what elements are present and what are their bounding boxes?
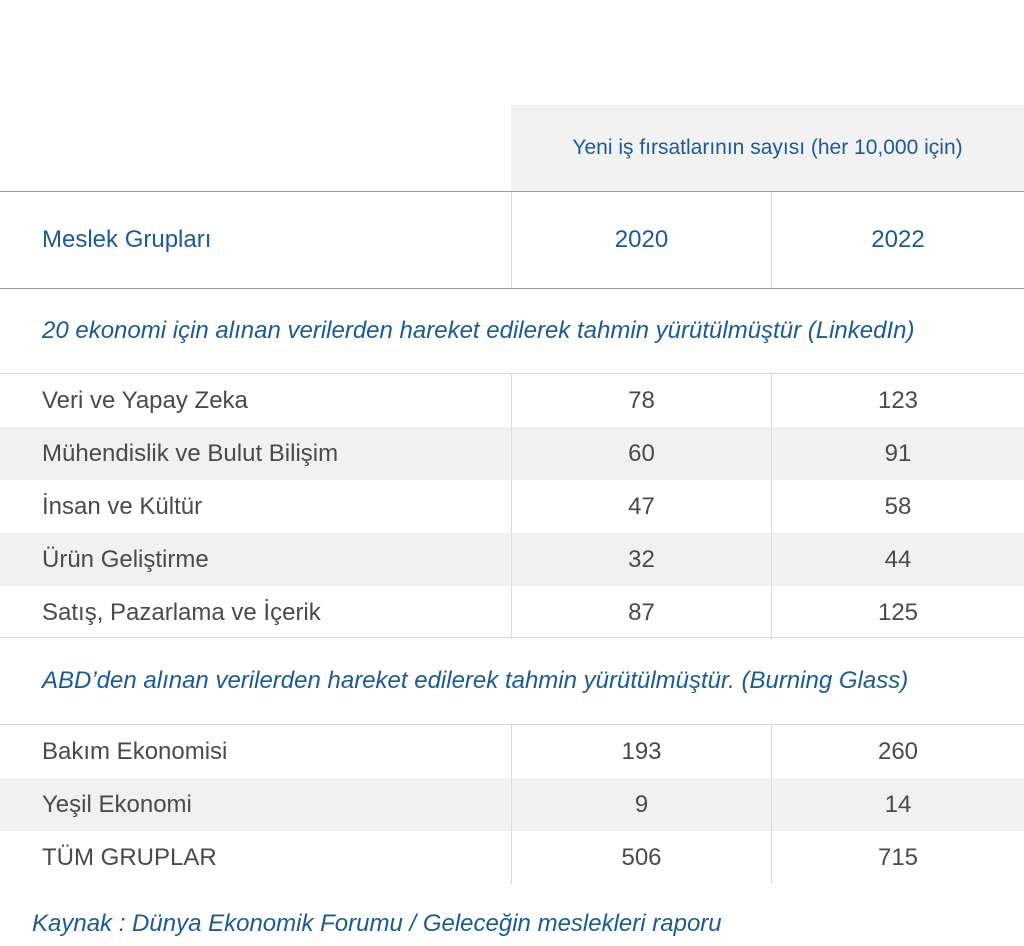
row-label: Bakım Ekonomisi	[42, 737, 228, 765]
table-row	[0, 533, 1024, 586]
table-row	[0, 586, 1024, 639]
row-value-2020: 9	[511, 778, 771, 831]
row-value-2020: 193	[511, 725, 771, 778]
row-value-2022: 715	[771, 831, 1024, 884]
row-label: Ürün Geliştirme	[42, 545, 209, 573]
row-label: İnsan ve Kültür	[42, 492, 203, 520]
row-value-2020: 60	[511, 427, 771, 480]
row-value-2020: 78	[511, 374, 771, 427]
row-label: Yeşil Ekonomi	[42, 790, 192, 818]
column-header-2022: 2022	[771, 192, 1024, 288]
row-value-2020: 87	[511, 586, 771, 639]
row-label: Mühendislik ve Bulut Bilişim	[42, 439, 339, 467]
table-row	[0, 778, 1024, 831]
column-header-occupation: Meslek Grupları	[42, 226, 212, 253]
table-row	[0, 427, 1024, 480]
row-value-2022: 58	[771, 480, 1024, 533]
row-label: Veri ve Yapay Zeka	[42, 386, 248, 414]
row-value-2020: 47	[511, 480, 771, 533]
table-row	[0, 725, 1024, 778]
table-row	[0, 480, 1024, 533]
table-row	[0, 374, 1024, 427]
row-value-2022: 125	[771, 586, 1024, 639]
row-value-2022: 14	[771, 778, 1024, 831]
row-value-2020: 506	[511, 831, 771, 884]
row-value-2022: 260	[771, 725, 1024, 778]
source-note: Kaynak : Dünya Ekonomik Forumu / Geleceğin meslekleri raporu	[32, 910, 722, 937]
table-row-total	[0, 831, 1024, 884]
row-value-2022: 123	[771, 374, 1024, 427]
row-value-2022: 44	[771, 533, 1024, 586]
column-header-row	[0, 192, 1024, 288]
section-title-linkedin: 20 ekonomi için alınan verilerden hareket edilerek tahmin yürütülmüştür (LinkedIn)	[42, 317, 915, 344]
section-title-burning-glass: ABD’den alınan verilerden hareket edilerek tahmin yürütülmüştür. (Burning Glass)	[42, 667, 909, 694]
row-label: TÜM GRUPLAR	[42, 843, 217, 871]
column-header-2020: 2020	[511, 192, 771, 288]
row-value-2022: 91	[771, 427, 1024, 480]
row-label: Satış, Pazarlama ve İçerik	[42, 598, 321, 626]
row-value-2020: 32	[511, 533, 771, 586]
group-header: Yeni iş fırsatlarının sayısı (her 10,000 için)	[511, 105, 1024, 191]
